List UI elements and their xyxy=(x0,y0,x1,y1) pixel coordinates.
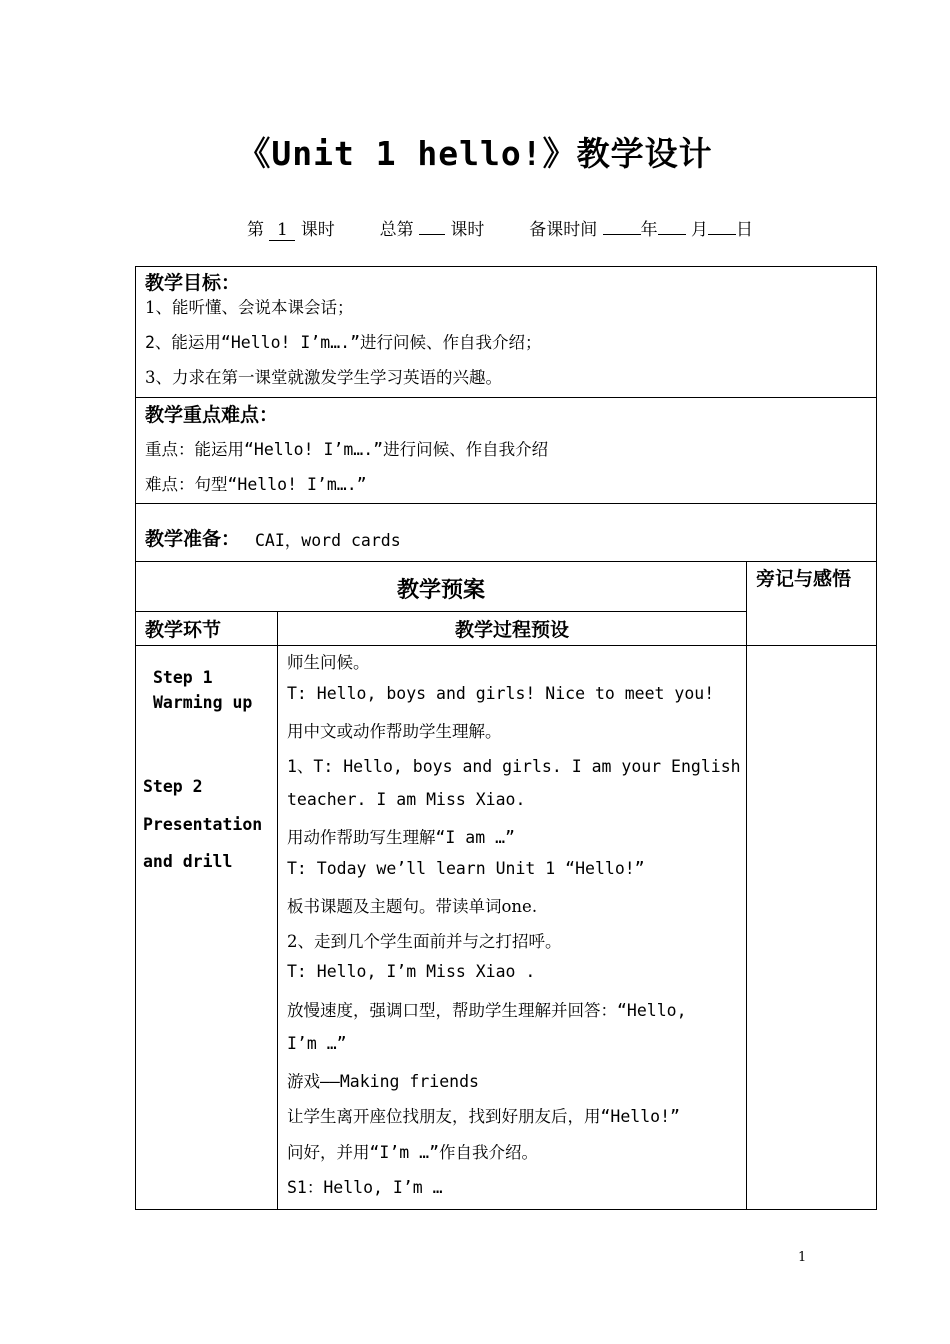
step-2-name: Presentation xyxy=(143,815,263,834)
column-header-stage: 教学环节 xyxy=(145,619,222,641)
row-divider xyxy=(135,645,877,646)
lesson-suffix: 课时 xyxy=(300,220,335,240)
objective-item: 1、能听懂、会说本课会话； xyxy=(145,298,354,317)
prep-time-label: 备课时间 xyxy=(529,220,598,240)
page-number: 1 xyxy=(798,1250,807,1265)
total-number-field xyxy=(419,214,445,235)
preparation-label: 教学准备： xyxy=(145,528,241,550)
column-header-process: 教学过程预设 xyxy=(454,619,569,641)
preparation-value: CAI，word cards xyxy=(255,531,401,550)
lesson-number-field: 1 xyxy=(269,220,295,241)
column-divider xyxy=(277,611,278,1210)
process-line: 游戏——Making friends xyxy=(287,1072,479,1091)
process-line: S1：Hello, I’m … xyxy=(287,1178,443,1197)
process-line: I’m …” xyxy=(287,1034,347,1053)
total-prefix: 总第 xyxy=(379,220,414,240)
step-2-name-cont: and drill xyxy=(143,852,233,871)
row-divider xyxy=(135,503,877,504)
year-label: 年 xyxy=(640,220,658,240)
day-label: 日 xyxy=(736,220,754,240)
year-field xyxy=(603,214,641,235)
process-line: 问好，并用“I’m …”作自我介绍。 xyxy=(287,1143,539,1162)
month-gap-field xyxy=(658,214,686,235)
process-line: 放慢速度，强调口型，帮助学生理解并回答：“Hello, xyxy=(287,1001,687,1020)
process-line: 1、T: Hello, boys and girls. I am your English xyxy=(287,757,741,776)
process-line: 板书课题及主题句。带读单词one. xyxy=(287,897,538,916)
page-title: 《Unit 1 hello!》教学设计 xyxy=(237,134,713,173)
month-label: 月 xyxy=(691,220,709,240)
plan-heading: 教学预案 xyxy=(396,577,485,603)
objective-item: 3、力求在第一课堂就激发学生学习英语的兴趣。 xyxy=(145,368,502,387)
key-point-difficulty: 难点：句型“Hello! I’m….” xyxy=(145,475,367,494)
total-suffix: 课时 xyxy=(450,220,485,240)
process-line: 2、走到几个学生面前并与之打招呼。 xyxy=(287,932,562,951)
process-line: 师生问候。 xyxy=(287,653,370,672)
notes-heading: 旁记与感悟 xyxy=(756,568,852,590)
process-line: 用中文或动作帮助学生理解。 xyxy=(287,722,502,741)
objectives-heading: 教学目标： xyxy=(145,272,241,294)
process-line: teacher. I am Miss Xiao. xyxy=(287,790,526,809)
key-points-heading: 教学重点难点： xyxy=(145,404,279,426)
row-divider xyxy=(135,561,877,562)
process-line: 让学生离开座位找朋友，找到好朋友后，用“Hello!” xyxy=(287,1107,680,1126)
day-field xyxy=(708,214,736,235)
step-2-title: Step 2 xyxy=(143,777,203,796)
step-1-name: Warming up xyxy=(153,693,253,712)
lesson-meta-line xyxy=(0,214,950,241)
process-line: 用动作帮助写生理解“I am …” xyxy=(287,828,515,847)
step-1-title: Step 1 xyxy=(153,668,213,687)
process-line: T: Hello, boys and girls! Nice to meet you! xyxy=(287,684,715,703)
objective-item: 2、能运用“Hello! I’m….”进行问候、作自我介绍； xyxy=(145,333,542,352)
lesson-prefix: 第 xyxy=(246,220,264,240)
process-line: T: Today we’ll learn Unit 1 “Hello!” xyxy=(287,859,645,878)
key-point-focus: 重点：能运用“Hello! I’m….”进行问候、作自我介绍 xyxy=(145,440,549,459)
column-divider xyxy=(746,561,747,1210)
row-divider xyxy=(135,397,877,398)
row-divider xyxy=(135,611,747,612)
process-line: T: Hello, I’m Miss Xiao . xyxy=(287,962,536,981)
